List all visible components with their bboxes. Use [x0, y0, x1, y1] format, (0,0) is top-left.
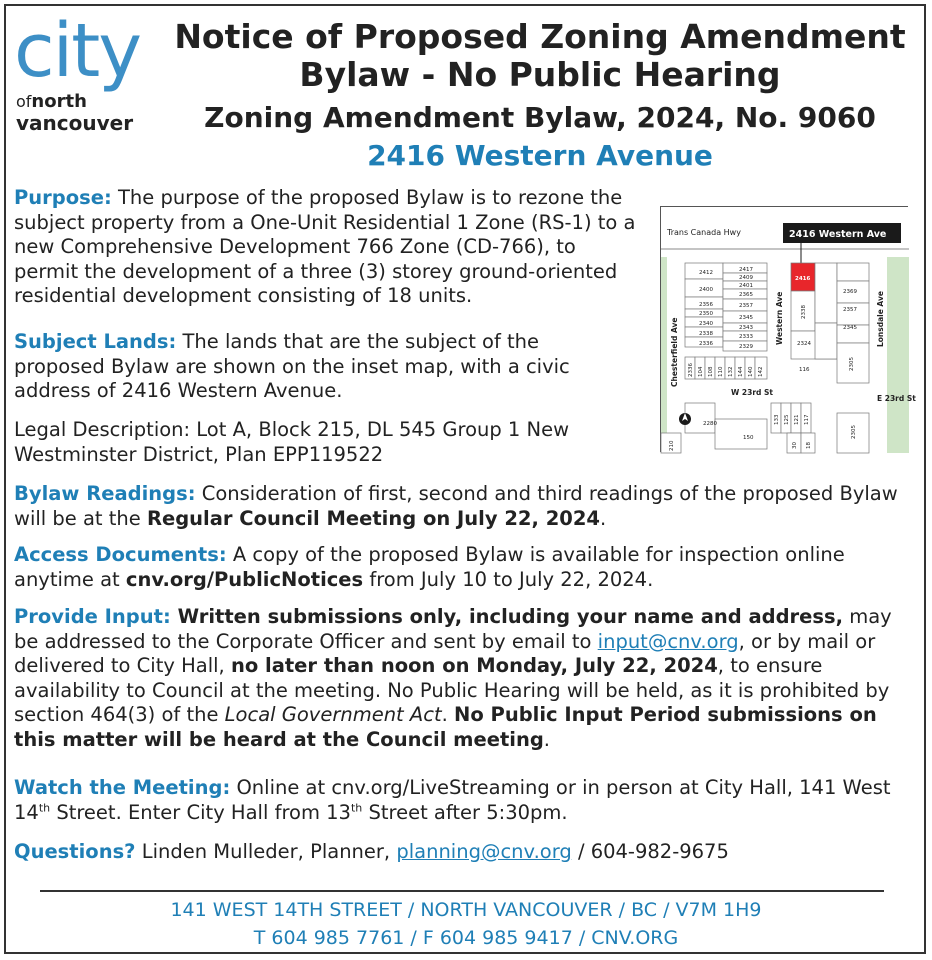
access-documents-heading: Access Documents:	[14, 543, 227, 566]
planning-email-link[interactable]: planning@cnv.org	[396, 840, 572, 863]
map-lot-label: 2369	[843, 289, 857, 295]
bylaw-title: Zoning Amendment Bylaw, 2024, No. 9060	[204, 101, 876, 134]
map-lot-label: 140	[748, 366, 754, 377]
subject-lands-heading: Subject Lands:	[14, 330, 177, 353]
map-lot-label: 116	[799, 367, 810, 373]
questions-heading: Questions?	[14, 840, 136, 863]
public-notices-link-text: cnv.org/PublicNotices	[125, 567, 364, 591]
map-lot-label: 2345	[739, 315, 753, 321]
map-street-chesterfield: Chesterfield Ave	[670, 317, 679, 387]
map-lot-label: 132	[728, 366, 734, 377]
footer-address: 141 WEST 14TH STREET / NORTH VANCOUVER / BC / V7M 1H9	[170, 899, 762, 921]
purpose-section	[14, 186, 644, 309]
map-lot-label: 117	[804, 414, 810, 425]
input-email-link[interactable]: input@cnv.org	[597, 629, 739, 653]
access-documents-section: Access Documents: A copy of the proposed Bylaw is available for inspection online anytime at cnv.org/PublicNotices from July 10 to July 22, 2024.	[14, 543, 845, 591]
map-lot-label: 2338	[699, 331, 713, 337]
map-lot-label: 150	[743, 435, 754, 441]
map-street-western: Western Ave	[775, 291, 784, 345]
map-lot-label: 30	[792, 442, 798, 449]
north-arrow-icon	[679, 413, 691, 425]
map-lot-label: 2350	[699, 311, 713, 317]
map-subject-lot-label: 2416	[795, 276, 811, 282]
logo-of-north: ofnorth	[16, 91, 87, 112]
footer-divider	[40, 890, 884, 892]
map-lot-label: 125	[784, 414, 790, 425]
subject-lands-text: The lands that are the subject of the proposed Bylaw are shown on the inset map, with a civic address of 2416 Western Avenue.	[14, 330, 570, 402]
map-lot-label: 2412	[699, 270, 713, 276]
purpose-text: The purpose of the proposed Bylaw is to rezone the subject property from a One-Unit Residential 1 Zone (RS-1) to a new Comprehensive Development 766 Zone (CD-766), to permit the development of a three (3) storey ground-oriented residential development consisting of 18 units.	[14, 186, 636, 307]
map-street-e23: E 23rd St	[877, 394, 916, 403]
map-lot-label: 210	[669, 440, 675, 451]
questions-section: Questions? Linden Mulleder, Planner, planning@cnv.org / 604-982-9675	[14, 840, 729, 863]
map-lot-label: 2365	[739, 292, 753, 298]
notice-title: Notice of Proposed Zoning Amendment Bylaw - No Public Hearing	[174, 17, 906, 94]
map-highway-label: Trans Canada Hwy	[667, 228, 741, 237]
map-lot-label: 2305	[849, 357, 855, 371]
map-lot-label: 2400	[699, 287, 713, 293]
map-street-w23: W 23rd St	[731, 388, 773, 397]
map-lot-label: 2343	[739, 325, 753, 331]
purpose-heading: Purpose:	[14, 186, 112, 209]
provide-input-heading: Provide Input:	[14, 605, 171, 628]
map-lot-label: 2356	[699, 302, 713, 308]
map-lot-label: 2345	[843, 325, 857, 331]
map-lot-label: 2357	[739, 303, 753, 309]
logo-vancouver: vancouver	[16, 111, 134, 135]
watch-meeting-heading: Watch the Meeting:	[14, 776, 231, 799]
map-street-lonsdale: Lonsdale Ave	[876, 291, 885, 347]
map-lot-label: 142	[758, 366, 764, 377]
logo-city-word: city	[14, 8, 141, 94]
map-lot-label: 2305	[851, 425, 857, 439]
map-lot-label: 2336	[688, 363, 694, 377]
map-lot-label: 121	[794, 414, 800, 425]
bylaw-readings-heading: Bylaw Readings:	[14, 482, 196, 505]
map-lot-label: 2357	[843, 307, 857, 313]
map-lot-label: 2280	[703, 421, 717, 427]
map-lot-label: 2338	[801, 305, 807, 319]
subject-lands-section	[14, 330, 629, 404]
city-logo	[14, 8, 164, 135]
bylaw-readings-section: Bylaw Readings: Consideration of first, second and third readings of the proposed Bylaw will be at the Regular Council Meeting on July 22, 2024.	[14, 482, 898, 530]
inset-map	[660, 206, 916, 452]
map-lot-label: 133	[774, 414, 780, 425]
legal-description: Legal Description: Lot A, Block 215, DL 545 Group 1 New Westminster District, Plan EPP119522	[14, 418, 570, 466]
watch-meeting-section: Watch the Meeting: Online at cnv.org/LiveStreaming or in person at City Hall, 141 West 14th Street. Enter City Hall from 13th Street after 5:30pm.	[14, 776, 891, 824]
map-lot-label: 104	[698, 366, 704, 377]
map-lot-label: 2340	[699, 321, 713, 327]
map-lot-label: 18	[806, 442, 812, 449]
map-lot-label: 110	[718, 366, 724, 377]
map-lot-label: 2324	[797, 341, 811, 347]
map-lot-label: 108	[708, 366, 714, 377]
map-lot-label: 2329	[739, 344, 753, 350]
address-title: 2416 Western Avenue	[367, 139, 713, 172]
map-lot-label: 2333	[739, 334, 753, 340]
map-lot-label: 2401	[739, 283, 753, 289]
map-callout-label: 2416 Western Ave	[789, 229, 887, 240]
map-lot-label: 2417	[739, 267, 753, 273]
map-lot-label: 2409	[739, 275, 753, 281]
map-lot-label: 144	[738, 366, 744, 377]
footer-contact: T 604 985 7761 / F 604 985 9417 / CNV.ORG	[253, 927, 679, 949]
provide-input-section: Provide Input: Written submissions only, including your name and address, may be addressed to the Corporate Officer and sent by email to input@cnv.org, or by mail or delivered to City Hall, no later than noon on Monday, July 22, 2024, to ensure availability to Council at the meeting. No Public Hearing will be held, as it is prohibited by section 464(3) of the Local Government Act. No Public Input Period submissions on this matter will be heard at the Council meeting.	[14, 605, 892, 751]
map-lot-label: 2336	[699, 341, 713, 347]
